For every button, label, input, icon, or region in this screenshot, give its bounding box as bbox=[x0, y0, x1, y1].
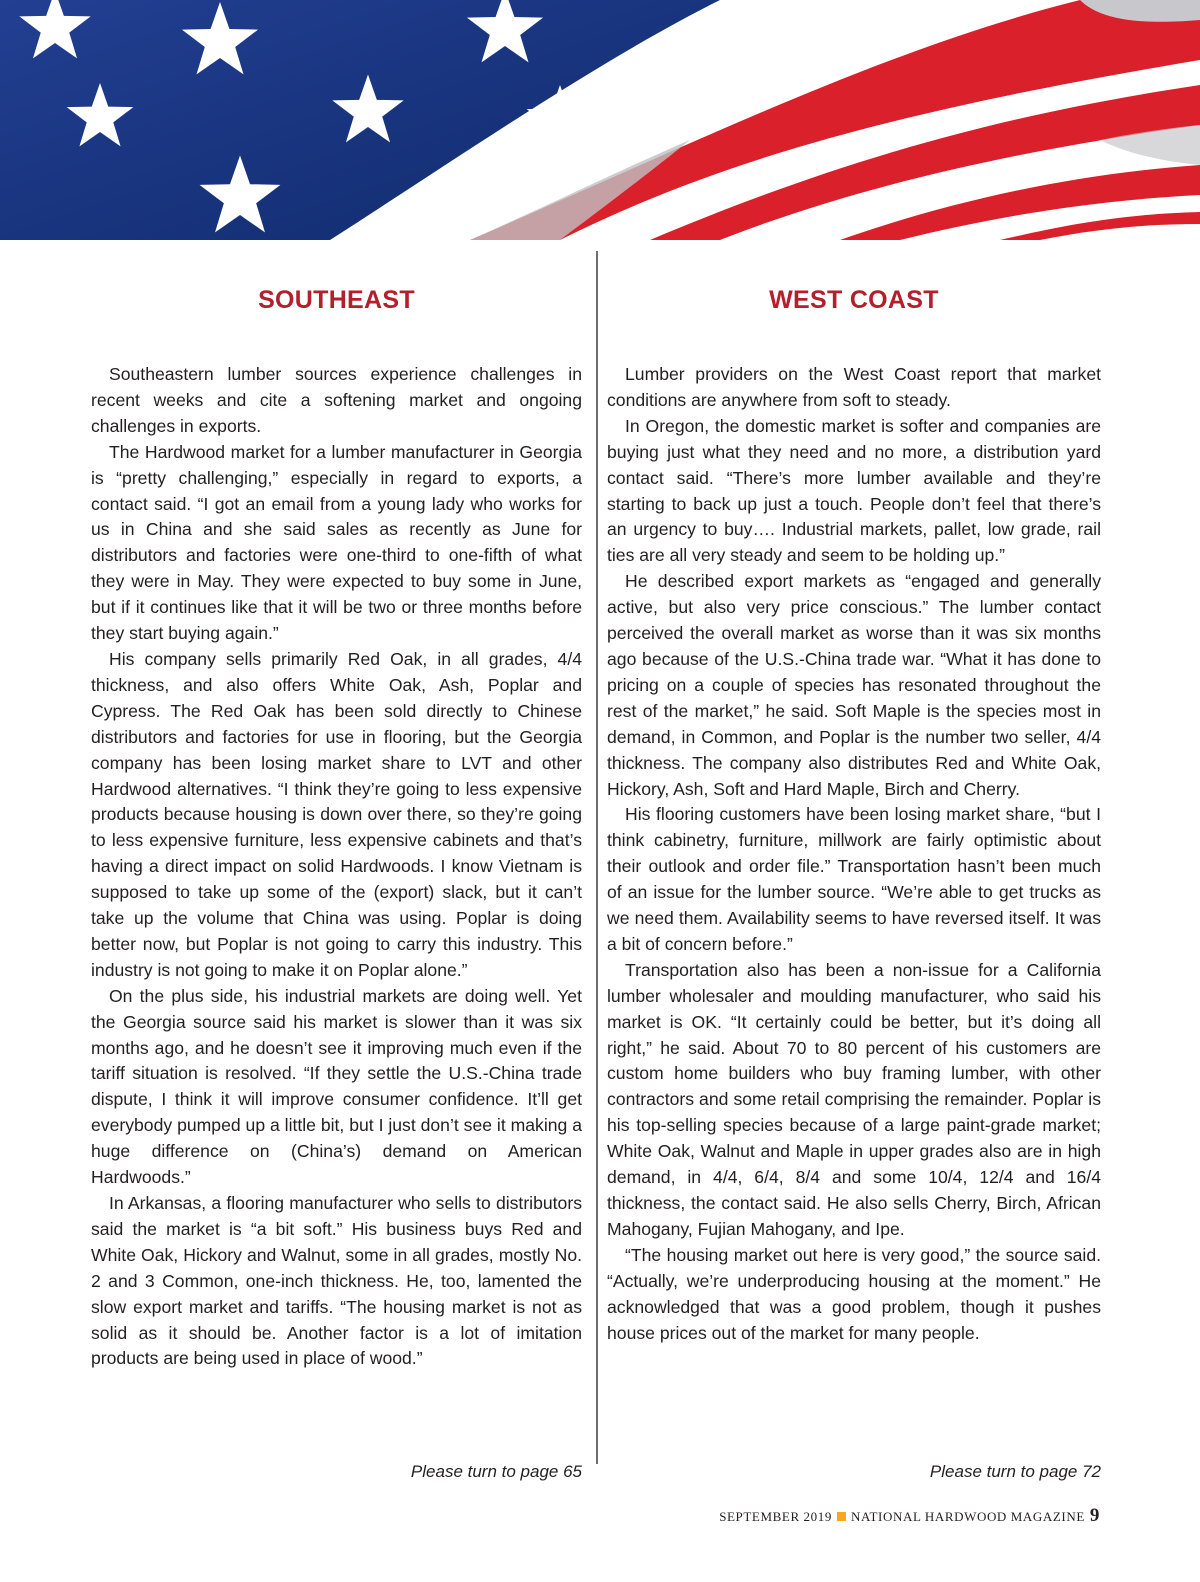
paragraph: In Arkansas, a flooring manufacturer who sells to distributors said the market is “a bit soft.” His business buys Red and White Oak, Hickory and Walnut, some in all grades, mostly No. 2 and 3 Common, one-inch thickness. He, too, lamented the slow export market and tariffs. “The housing market is not as solid as it should be. Another factor is a lot of imitation products are being used in place of wood.” bbox=[91, 1193, 582, 1369]
southeast-heading: SOUTHEAST bbox=[258, 286, 415, 314]
paragraph: His company sells primarily Red Oak, in all grades, 4/4 thickness, and also offers White Oak, Ash, Poplar and Cypress. The Red Oak has been sold directly to Chinese distributors and factories for use in flooring, but the Georgia company has been losing market share to LVT and other Hardwood alternatives. “I think they’re going to less expensive products because housing is down over there, so they’re going to less expensive furniture, less expensive cabinets and that’s having a direct impact on solid Hardwoods. I know Vietnam is supposed to take up some of the (export) slack, but it can’t take up the volume that China was using. Poplar is doing better now, but Poplar is not going to carry this industry. This industry is not going to make it on Poplar alone.” bbox=[91, 648, 582, 980]
paragraph: Transportation also has been a non-issue for a California lumber wholesaler and moulding manufacturer, who said his market is OK. “It certainly could be better, but it’s doing all right,” he said. About 70 to 80 percent of his customers are custom home builders who buy framing lumber, with other contractors and some retail comprising the remainder. Poplar is his top-selling species because of a large paint-grade market; White Oak, Walnut and Maple in upper grades also are in high demand, in 4/4, 6/4, 8/4 and some 10/4, 12/4 and 16/4 thickness, the contact said. He also sells Cherry, Birch, African Mahogany, Fujian Mahogany, and Ipe. bbox=[607, 959, 1101, 1239]
paragraph: He described export markets as “engaged and generally active, but also very price conscious.” The lumber contact perceived the overall market as worse than it was six months ago because of the U.S.-China trade war. “What it has done to pricing on a couple of species has resonated throughout the rest of the market,” he said. Soft Maple is the species most in demand, in Common, and Poplar is the number two seller, 4/4 thickness. The company also distributes Red and White Oak, Hickory, Ash, Soft and Hard Maple, Birch and Cherry. bbox=[607, 571, 1101, 799]
footer-magazine-name: NATIONAL HARDWOOD MAGAZINE bbox=[850, 1509, 1085, 1524]
paragraph: Southeastern lumber sources experience challenges in recent weeks and cite a softening market and ongoing challenges in exports. bbox=[91, 364, 582, 436]
southeast-continued-note: Please turn to page 65 bbox=[410, 1462, 582, 1481]
page-number: 9 bbox=[1089, 1505, 1100, 1526]
southeast-body bbox=[91, 362, 582, 1372]
paragraph: “The housing market out here is very good,” the source said. “Actually, we’re underproducing housing at the moment.” He acknowledged that was a good problem, though it pushes house prices out of the market for many people. bbox=[607, 1244, 1101, 1343]
paragraph: The Hardwood market for a lumber manufacturer in Georgia is “pretty challenging,” especially in regard to exports, a contact said. “I got an email from a young lady who works for us in China and she said sales as recently as June for distributors and factories were one-third to one-fifth of what they were in May. They were expected to buy some in June, but if it continues like that it will be two or three months before they start buying again.” bbox=[91, 441, 582, 644]
american-flag-banner bbox=[0, 0, 1200, 240]
footer-issue-date: SEPTEMBER 2019 bbox=[719, 1509, 832, 1524]
west-coast-body bbox=[607, 362, 1101, 1346]
west-coast-heading: WEST COAST bbox=[769, 286, 939, 314]
square-bullet-icon bbox=[837, 1512, 846, 1521]
column-divider bbox=[596, 251, 598, 1464]
paragraph: His flooring customers have been losing market share, “but I think cabinetry, furniture, millwork are fairly optimistic about their outlook and order file.” Transportation hasn’t been much of an issue for the lumber source. “We’re able to get trucks as we need them. Availability seems to have reversed itself. It was a bit of concern before.” bbox=[607, 804, 1101, 954]
page-footer bbox=[719, 1505, 1100, 1527]
paragraph: Lumber providers on the West Coast report that market conditions are anywhere from soft to steady. bbox=[607, 364, 1101, 410]
paragraph: In Oregon, the domestic market is softer and companies are buying just what they need and no more, a distribution yard contact said. “There’s more lumber available and they’re starting to back up just a touch. People don’t feel that there’s an urgency to buy…. Industrial markets, pallet, low grade, rail ties are all very steady and seem to be holding up.” bbox=[607, 415, 1101, 566]
west-coast-continued-note: Please turn to page 72 bbox=[929, 1462, 1101, 1481]
paragraph: On the plus side, his industrial markets are doing well. Yet the Georgia source said his market is slower than it was six months ago, and he doesn’t see it improving much even if the tariff situation is resolved. “If they settle the U.S.-China trade dispute, I think it will improve consumer confidence. It’ll get everybody pumped up a little bit, but I just don’t see it making a huge difference on (China’s) demand on American Hardwoods.” bbox=[91, 985, 582, 1188]
